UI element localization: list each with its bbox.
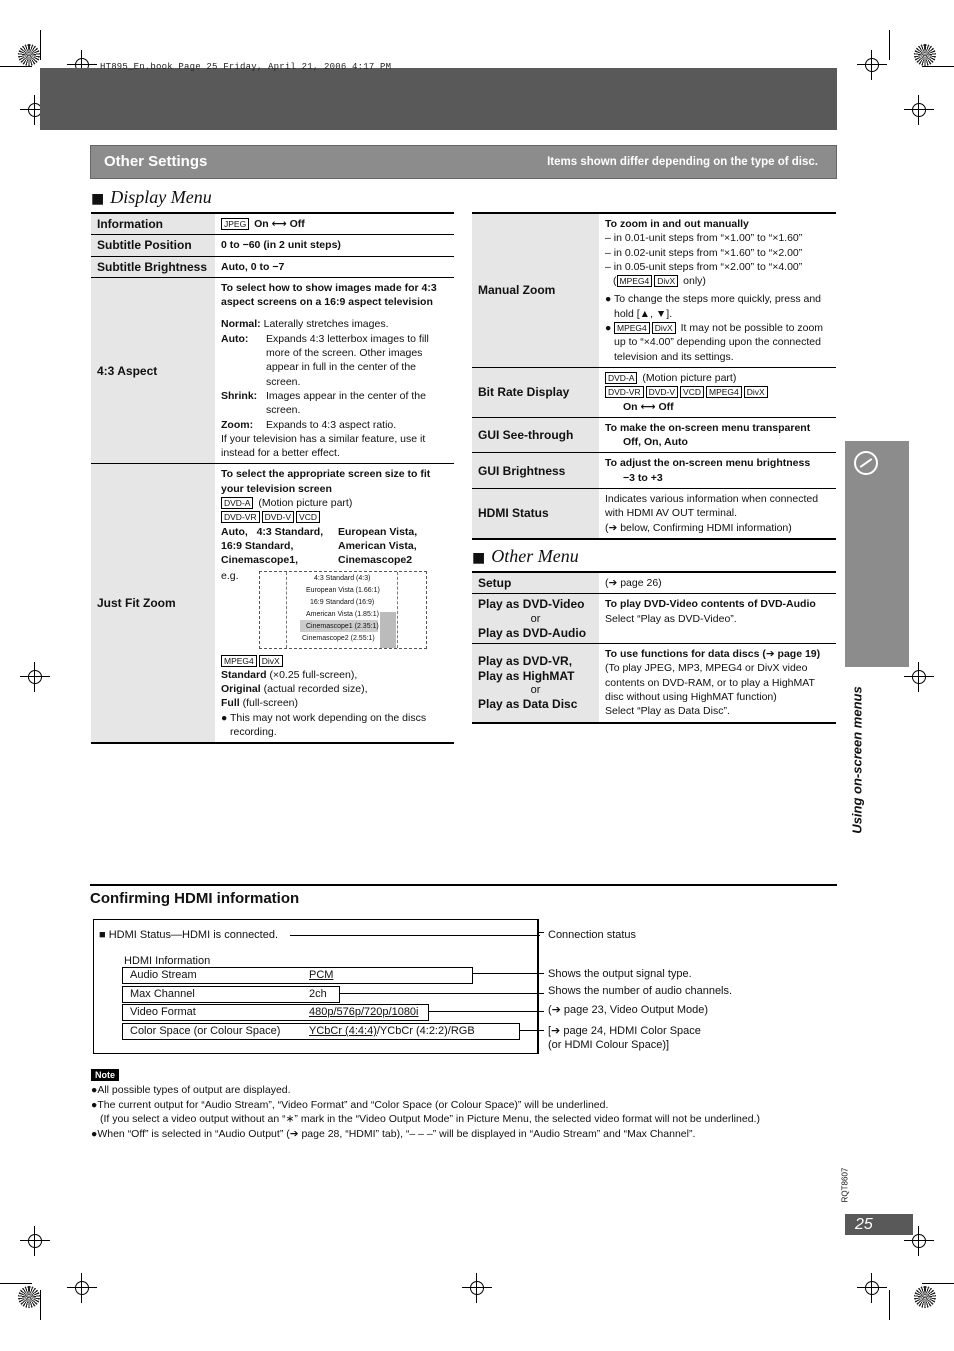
diagram-label: Cinemascope2 (2.55:1) — [302, 634, 375, 642]
row-key: GUI See-through — [472, 417, 599, 453]
diagram-label: Cinemascope1 (2.35:1) — [306, 622, 379, 630]
list-item: ●All possible types of output are displayed. — [91, 1084, 291, 1096]
file-header: HT895_En.book Page 25 Friday, April 21, 2006 4:17 PM — [100, 62, 392, 72]
crop-line — [889, 1290, 890, 1320]
row-value: DVD-A (Motion picture part) DVD-VR DVD-V VCD MPEG4 DivX On ⟷ Off — [599, 367, 836, 417]
crosshair-mark — [20, 1226, 50, 1256]
disc-tag: MPEG4 — [221, 655, 257, 667]
annotation-video: (➔ page 23, Video Output Mode) — [548, 1004, 709, 1016]
disc-tag: DivX — [744, 386, 768, 398]
row-key: HDMI Status — [472, 489, 599, 539]
square-bullet-icon: ■ — [472, 550, 486, 566]
table-row — [91, 277, 454, 464]
page-header-bar — [40, 68, 837, 130]
row-value: To use functions for data discs (➔ page 19) (To play JPEG, MP3, MPEG4 or DivX video contents on DVD-RAM, or to play a HighMAT disc without using HighMAT function) Select “Play as Data Disc”. — [599, 644, 836, 723]
leader-line — [538, 919, 539, 1054]
note-list — [91, 1083, 851, 1141]
hdmi-status-line: ■ HDMI Status—HDMI is connected. — [99, 929, 279, 941]
section-note: Items shown differ depending on the type of disc. — [547, 156, 818, 168]
crosshair-mark — [20, 662, 50, 692]
disc-tag: JPEG — [221, 218, 249, 230]
diagram-label: 4:3 Standard (4:3) — [314, 574, 371, 582]
table-row — [91, 464, 454, 743]
table-row — [472, 594, 836, 644]
row-value: Indicates various information when connected with HDMI AV OUT terminal. (➔ below, Confirming HDMI information) — [599, 489, 836, 539]
display-menu-table — [91, 212, 454, 744]
table-row — [472, 453, 836, 489]
doc-code: RQT8607 — [840, 1167, 850, 1203]
crosshair-mark — [857, 50, 887, 80]
table-row — [472, 489, 836, 539]
list-item: ●When “Off” is selected in “Audio Output” (➔ page 28, “HDMI” tab), “– – –” will be displayed in “Audio Stream” and “Max Channel”. — [91, 1127, 696, 1140]
disc-tag: DVD-A — [605, 372, 637, 384]
side-tab — [845, 441, 909, 667]
crosshair-mark — [904, 95, 934, 125]
audio-stream-field: Audio Stream PCM — [122, 967, 473, 984]
registration-burst-bottom-left — [18, 1286, 40, 1308]
display-menu-table-right — [472, 212, 836, 540]
page-number: 25 — [845, 1214, 913, 1235]
disc-tag: MPEG4 — [706, 386, 742, 398]
row-key: Bit Rate Display — [472, 367, 599, 417]
table-row — [91, 235, 454, 256]
annotation-connection: Connection status — [548, 929, 637, 941]
row-key: Subtitle Brightness — [91, 256, 215, 277]
note-label: Note — [91, 1069, 119, 1081]
display-menu-heading: ■ Display Menu — [91, 187, 212, 207]
diagram-label: 16:9 Standard (16:9) — [310, 598, 375, 606]
row-value: To play DVD-Video contents of DVD-Audio Select “Play as DVD-Video”. — [599, 594, 836, 644]
disc-icon — [854, 451, 878, 475]
crosshair-mark — [857, 1273, 887, 1303]
disc-tag: DVD-A — [221, 497, 253, 509]
disc-tag: DivX — [654, 275, 678, 287]
crosshair-mark — [462, 1273, 492, 1303]
square-bullet-icon: ■ — [91, 191, 105, 207]
table-row — [472, 213, 836, 367]
crop-line — [40, 30, 41, 60]
row-key: Just Fit Zoom — [91, 464, 215, 743]
row-value: To zoom in and out manually – in 0.01-unit steps from “×1.00” to “×1.60” – in 0.02-unit steps from “×1.60” to “×2.00” – in 0.05-unit steps from “×2.00” to “×4.00” ( MPEG4 DivX only) ● To change the steps more quickly, press and hold [▲, ▼]. ● MPEG4 DivX It may not be possible to zoom up to “×4.00” depending upon the connected television and its settings. — [599, 213, 836, 367]
crop-line — [922, 66, 954, 67]
disc-tag: MPEG4 — [614, 322, 650, 334]
hdmi-info-title: HDMI Information — [124, 955, 211, 967]
max-channel-field: Max Channel 2ch — [122, 986, 340, 1003]
registration-burst-top-left — [18, 44, 40, 66]
disc-tag: VCD — [296, 511, 320, 523]
row-value: To adjust the on-screen menu brightness −3 to +3 — [599, 453, 836, 489]
row-value: To select how to show images made for 4:3 aspect screens on a 16:9 aspect television Normal: Laterally stretches images. Auto: Expands 4:3 letterbox images to fill more of the screen. Other images appear in full in the center of the screen. Shrink: Images appear in the center of the screen. Zoom: Expands to 4:3 aspect ratio. If your television has a similar feature, use it instead for a better effect. — [215, 277, 454, 464]
disc-tag: DVD-V — [262, 511, 294, 523]
diagram-label: European Vista (1.66:1) — [306, 586, 380, 594]
table-row — [91, 213, 454, 235]
side-tab-label: Using on-screen menus — [849, 686, 865, 834]
hdmi-status-screen — [93, 919, 538, 1054]
leader-line — [519, 1030, 544, 1031]
table-row — [472, 417, 836, 453]
section-title-bar — [90, 145, 837, 179]
aspect-ratio-diagram — [259, 571, 427, 649]
disc-tag: VCD — [680, 386, 704, 398]
annotation-signal: Shows the output signal type. — [548, 968, 692, 980]
registration-burst-top-right — [914, 44, 936, 66]
disc-tag: DVD-V — [646, 386, 678, 398]
row-key: Subtitle Position — [91, 235, 215, 256]
row-key: Manual Zoom — [472, 213, 599, 367]
row-value: (➔ page 26) — [599, 572, 836, 594]
leader-line — [472, 973, 544, 974]
row-value: Auto, 0 to −7 — [215, 256, 454, 277]
leader-line — [428, 1011, 544, 1012]
video-format-field: Video Format 480p/576p/720p/1080i — [122, 1004, 429, 1021]
table-row — [91, 256, 454, 277]
row-key: Play as DVD-Video or Play as DVD-Audio — [472, 594, 599, 644]
crosshair-mark — [67, 1273, 97, 1303]
table-row — [472, 572, 836, 594]
other-menu-heading: ■ Other Menu — [472, 546, 579, 566]
disc-tag: DivX — [259, 655, 283, 667]
table-row — [472, 644, 836, 723]
disc-tag: DivX — [652, 322, 676, 334]
disc-tag: DVD-VR — [605, 386, 644, 398]
list-item: (If you select a video output without an “∗” mark in the “Video Output Mode” in Picture Menu, the selected video format will not be underlined.) — [100, 1113, 760, 1125]
crop-line — [40, 1290, 41, 1320]
crop-line — [0, 66, 32, 67]
annotation-color: [➔ page 24, HDMI Color Space (or HDMI Colour Space)] — [548, 1025, 701, 1051]
row-key: Information — [91, 213, 215, 235]
row-value: 0 to −60 (in 2 unit steps) — [215, 235, 454, 256]
row-key: Play as DVD-VR, Play as HighMAT or Play as Data Disc — [472, 644, 599, 723]
row-key: GUI Brightness — [472, 453, 599, 489]
disc-tag: DVD-VR — [221, 511, 260, 523]
crop-line — [889, 30, 890, 60]
section-title: Other Settings — [104, 153, 208, 170]
leader-line — [339, 993, 544, 994]
color-space-field: Color Space (or Colour Space) YCbCr (4:4:4)/YCbCr (4:2:2)/RGB — [122, 1023, 520, 1040]
crop-line — [0, 1283, 32, 1284]
row-key: Setup — [472, 572, 599, 594]
crop-line — [922, 1283, 954, 1284]
hdmi-section-heading: Confirming HDMI information — [90, 884, 837, 886]
row-value: To make the on-screen menu transparent Off, On, Auto — [599, 417, 836, 453]
row-value: JPEG On ⟷ Off — [215, 213, 454, 235]
diagram-label: American Vista (1.85:1) — [306, 610, 380, 618]
list-item: ●The current output for “Audio Stream”, “Video Format” and “Color Space (or Colour Space)” will be underlined. — [91, 1098, 609, 1111]
disc-tag: MPEG4 — [617, 275, 653, 287]
registration-burst-bottom-right — [914, 1286, 936, 1308]
row-value: To select the appropriate screen size to fit your television screen DVD-A (Motion picture part) DVD-VR DVD-V VCD Auto, 4:3 Standard, European Vista, 16:9 Standard, American Vista, Cinemascope1, Cinemascope2 e.g. 4:3 Standard (4:3) European Vista (1.66:1) 16:9 Standard (16:9) American Vista (1.85:1) Cinemascope1 (2.35:1) Cinemascope2 (2.55:1) MPEG4 DivX Standard (×0.25 full-screen), Original (actual recorded size), Full (full-screen) ● This may not work depending on the discs recording. — [215, 464, 454, 743]
row-key: 4:3 Aspect — [91, 277, 215, 464]
other-menu-table — [472, 571, 836, 724]
annotation-channels: Shows the number of audio channels. — [548, 985, 733, 997]
table-row — [472, 367, 836, 417]
